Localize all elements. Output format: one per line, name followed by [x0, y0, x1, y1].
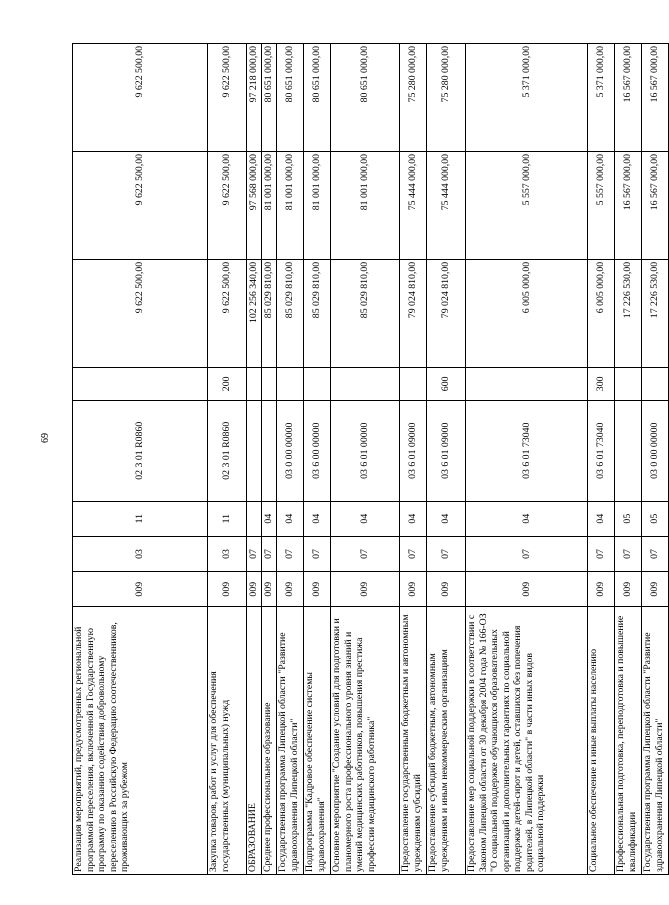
section-cell: 07 — [247, 536, 262, 571]
section-cell: 07 — [262, 536, 277, 571]
expense-type-cell — [277, 367, 304, 400]
section-cell: 07 — [277, 536, 304, 571]
amount-year3-cell: 9 622 500,00 — [73, 44, 208, 152]
amount-year2-cell: 81 001 000,00 — [262, 151, 277, 259]
amount-year3-cell: 9 622 500,00 — [208, 44, 247, 152]
grbs-cell: 009 — [615, 572, 642, 607]
amount-year2-cell: 9 622 500,00 — [73, 151, 208, 259]
expense-type-cell — [615, 367, 642, 400]
expense-type-cell — [331, 367, 400, 400]
amount-year2-cell: 9 622 500,00 — [208, 151, 247, 259]
row-name-cell: Социальное обеспечение и иные выплаты населению — [588, 607, 615, 875]
expense-type-cell — [262, 367, 277, 400]
subsection-cell: 04 — [466, 501, 588, 536]
target-article-cell: 03 6 01 00000 — [331, 400, 400, 501]
target-article-cell — [262, 400, 277, 501]
amount-year2-cell: 16 567 000,00 — [642, 151, 669, 259]
amount-year1-cell: 6 005 000,00 — [466, 259, 588, 367]
amount-year1-cell: 9 622 500,00 — [208, 259, 247, 367]
grbs-cell: 009 — [304, 572, 331, 607]
target-article-cell: 03 6 01 73040 — [588, 400, 615, 501]
expense-type-cell: 200 — [208, 367, 247, 400]
grbs-cell: 009 — [208, 572, 247, 607]
budget-table-container — [72, 43, 665, 875]
row-name-cell: Предоставление субсидий бюджетным, автономным учреждениям и иным некоммерческим организациям — [427, 607, 466, 875]
amount-year3-cell: 75 280 000,00 — [400, 44, 427, 152]
row-name-cell: Государственная программа Липецкой области "Развитие здравоохранения Липецкой области" — [642, 607, 669, 875]
expense-type-cell — [466, 367, 588, 400]
section-cell: 03 — [73, 536, 208, 571]
expense-type-cell — [304, 367, 331, 400]
target-article-cell: 02 3 01 R0860 — [73, 400, 208, 501]
table-row — [304, 44, 331, 875]
table-row — [331, 44, 400, 875]
amount-year3-cell: 80 651 000,00 — [331, 44, 400, 152]
amount-year3-cell: 80 651 000,00 — [304, 44, 331, 152]
amount-year1-cell: 79 024 810,00 — [400, 259, 427, 367]
row-name-cell: Реализация мероприятий, предусмотренных региональной программой переселения, включенной в Государственную программу по оказанию содействия добровольному переселению в Российскую Федерацию соотечественников, проживающих за рубежом — [73, 607, 208, 875]
amount-year2-cell: 5 557 000,00 — [588, 151, 615, 259]
page-number: 69 — [40, 433, 51, 443]
row-name-cell: ОБРАЗОВАНИЕ — [247, 607, 262, 875]
subsection-cell: 04 — [262, 501, 277, 536]
grbs-cell: 009 — [466, 572, 588, 607]
amount-year3-cell: 75 280 000,00 — [427, 44, 466, 152]
grbs-cell: 009 — [262, 572, 277, 607]
grbs-cell: 009 — [331, 572, 400, 607]
budget-table — [72, 43, 669, 875]
amount-year3-cell: 97 218 000,00 — [247, 44, 262, 152]
amount-year2-cell: 81 001 000,00 — [331, 151, 400, 259]
subsection-cell: 05 — [642, 501, 669, 536]
subsection-cell: 04 — [331, 501, 400, 536]
amount-year3-cell: 5 371 000,00 — [588, 44, 615, 152]
expense-type-cell: 300 — [588, 367, 615, 400]
table-row — [615, 44, 642, 875]
target-article-cell — [247, 400, 262, 501]
target-article-cell: 03 0 00 00000 — [277, 400, 304, 501]
grbs-cell: 009 — [247, 572, 262, 607]
amount-year3-cell: 5 371 000,00 — [466, 44, 588, 152]
amount-year1-cell: 85 029 810,00 — [304, 259, 331, 367]
amount-year3-cell: 80 651 000,00 — [262, 44, 277, 152]
table-row — [466, 44, 588, 875]
amount-year2-cell: 5 557 000,00 — [466, 151, 588, 259]
amount-year1-cell: 17 226 530,00 — [615, 259, 642, 367]
expense-type-cell — [247, 367, 262, 400]
row-name-cell: Государственная программа Липецкой области "Развитие здравоохранения Липецкой области" — [277, 607, 304, 875]
section-cell: 07 — [400, 536, 427, 571]
expense-type-cell — [642, 367, 669, 400]
grbs-cell: 009 — [588, 572, 615, 607]
subsection-cell: 04 — [277, 501, 304, 536]
section-cell: 07 — [642, 536, 669, 571]
table-row — [247, 44, 262, 875]
section-cell: 03 — [208, 536, 247, 571]
target-article-cell: 03 6 01 73040 — [466, 400, 588, 501]
table-row — [277, 44, 304, 875]
subsection-cell: 05 — [615, 501, 642, 536]
amount-year1-cell: 85 029 810,00 — [331, 259, 400, 367]
amount-year1-cell: 102 256 340,00 — [247, 259, 262, 367]
amount-year3-cell: 16 567 000,00 — [642, 44, 669, 152]
section-cell: 07 — [427, 536, 466, 571]
row-name-cell: Основное мероприятие "Создание условий для подготовки и планомерного роста профессионального уровня знаний и умений медицинских работников, повышения престижа профессии медицинского работника" — [331, 607, 400, 875]
row-name-cell: Предоставление государственным бюджетным и автономным учреждениям субсидий — [400, 607, 427, 875]
subsection-cell: 04 — [427, 501, 466, 536]
table-row — [400, 44, 427, 875]
amount-year2-cell: 81 001 000,00 — [277, 151, 304, 259]
table-row — [588, 44, 615, 875]
subsection-cell: 11 — [73, 501, 208, 536]
section-cell: 07 — [304, 536, 331, 571]
amount-year1-cell: 6 005 000,00 — [588, 259, 615, 367]
row-name-cell: Подпрограмма "Кадровое обеспечение системы здравоохранения" — [304, 607, 331, 875]
amount-year1-cell: 85 029 810,00 — [277, 259, 304, 367]
amount-year1-cell: 17 226 530,00 — [642, 259, 669, 367]
subsection-cell: 04 — [588, 501, 615, 536]
amount-year3-cell: 80 651 000,00 — [277, 44, 304, 152]
section-cell: 07 — [615, 536, 642, 571]
target-article-cell: 02 3 01 R0860 — [208, 400, 247, 501]
target-article-cell: 03 6 01 09000 — [400, 400, 427, 501]
grbs-cell: 009 — [427, 572, 466, 607]
grbs-cell: 009 — [277, 572, 304, 607]
amount-year2-cell: 97 568 000,00 — [247, 151, 262, 259]
section-cell: 07 — [331, 536, 400, 571]
target-article-cell: 03 6 00 00000 — [304, 400, 331, 501]
section-cell: 07 — [588, 536, 615, 571]
table-row — [208, 44, 247, 875]
table-row — [73, 44, 208, 875]
grbs-cell: 009 — [400, 572, 427, 607]
amount-year1-cell: 85 029 810,00 — [262, 259, 277, 367]
amount-year2-cell: 16 567 000,00 — [615, 151, 642, 259]
amount-year2-cell: 75 444 000,00 — [400, 151, 427, 259]
target-article-cell — [615, 400, 642, 501]
subsection-cell: 04 — [400, 501, 427, 536]
table-row — [262, 44, 277, 875]
subsection-cell — [247, 501, 262, 536]
amount-year1-cell: 9 622 500,00 — [73, 259, 208, 367]
row-name-cell: Профессиональная подготовка, переподготовка и повышение квалификации — [615, 607, 642, 875]
table-row — [642, 44, 669, 875]
row-name-cell: Среднее профессиональное образование — [262, 607, 277, 875]
target-article-cell: 03 0 00 00000 — [642, 400, 669, 501]
amount-year3-cell: 16 567 000,00 — [615, 44, 642, 152]
amount-year2-cell: 75 444 000,00 — [427, 151, 466, 259]
row-name-cell: Закупка товаров, работ и услуг для обеспечения государственных (муниципальных) нужд — [208, 607, 247, 875]
expense-type-cell — [400, 367, 427, 400]
expense-type-cell — [73, 367, 208, 400]
amount-year2-cell: 81 001 000,00 — [304, 151, 331, 259]
expense-type-cell: 600 — [427, 367, 466, 400]
subsection-cell: 11 — [208, 501, 247, 536]
grbs-cell: 009 — [73, 572, 208, 607]
grbs-cell: 009 — [642, 572, 669, 607]
amount-year1-cell: 79 024 810,00 — [427, 259, 466, 367]
table-row — [427, 44, 466, 875]
subsection-cell: 04 — [304, 501, 331, 536]
section-cell: 07 — [466, 536, 588, 571]
target-article-cell: 03 6 01 09000 — [427, 400, 466, 501]
row-name-cell: Предоставление мер социальной поддержки в соответствии с Законом Липецкой области от 30 декабря 2004 года № 166-ОЗ "О социальной поддержке обучающихся образовательных организаций и дополнительных гарантиях по социальной поддержке детей-сирот и детей, оставшихся без попечения родителей, в Липецкой области" в части иных видов социальной поддержки — [466, 607, 588, 875]
